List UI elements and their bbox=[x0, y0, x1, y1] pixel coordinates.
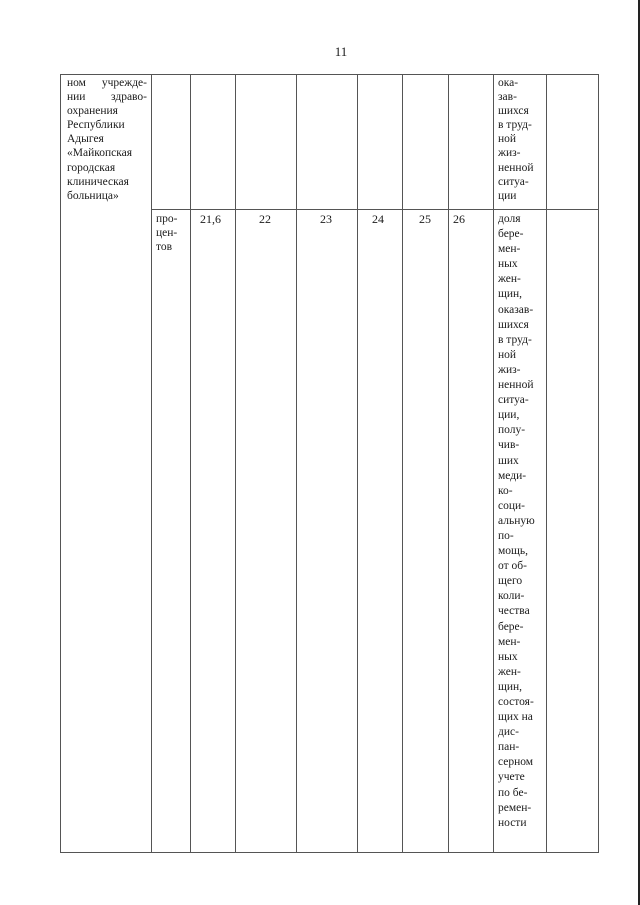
text-line: ции bbox=[498, 189, 517, 202]
text-line: ремен- bbox=[498, 801, 532, 814]
text-line: мощь, bbox=[498, 545, 529, 558]
text-line: серном bbox=[498, 756, 534, 769]
text-line: учете bbox=[498, 771, 525, 784]
text-line: Адыгея bbox=[67, 133, 104, 146]
table-border-left bbox=[60, 74, 61, 853]
text-line: доля bbox=[498, 213, 521, 225]
column-divider bbox=[546, 74, 547, 853]
text-line: дис- bbox=[498, 726, 519, 739]
unit-cell bbox=[156, 212, 188, 254]
table-border-top bbox=[60, 74, 599, 75]
text-line: цен- bbox=[156, 227, 178, 240]
text-line: шихся bbox=[498, 105, 529, 118]
text-line: ных bbox=[498, 258, 518, 271]
text-line: ции, bbox=[498, 409, 520, 422]
text-line: чества bbox=[498, 605, 530, 618]
text-line: мен- bbox=[498, 243, 521, 256]
page-number: 11 bbox=[334, 44, 348, 59]
value-cell: 21,6 bbox=[200, 212, 221, 226]
text-line: больница» bbox=[67, 189, 119, 202]
column-divider bbox=[235, 74, 236, 853]
text-line: ных bbox=[498, 650, 518, 663]
text-line: щин, bbox=[498, 288, 523, 301]
text-line: коли- bbox=[498, 590, 525, 603]
column-divider bbox=[151, 74, 152, 853]
text-line: ненной bbox=[498, 379, 534, 392]
value-cell: 22 bbox=[259, 212, 271, 226]
institution-name-cell bbox=[67, 76, 147, 203]
text-line: щих на bbox=[498, 711, 533, 724]
text-line: жен- bbox=[498, 273, 521, 286]
text-line: мен- bbox=[498, 635, 521, 648]
text-line: по бе- bbox=[498, 786, 528, 799]
text-line: ной bbox=[498, 133, 517, 146]
column-divider bbox=[402, 74, 403, 853]
text-line: ших bbox=[498, 454, 519, 467]
value-cell: 26 bbox=[453, 212, 465, 226]
column-divider bbox=[296, 74, 297, 853]
text-line: пан- bbox=[498, 741, 520, 754]
text-line: жен- bbox=[498, 665, 521, 678]
table-border-right bbox=[598, 74, 599, 853]
text-line: щин, bbox=[498, 680, 523, 693]
column-divider bbox=[190, 74, 191, 853]
text-line: зав- bbox=[498, 91, 517, 104]
text-line: полу- bbox=[498, 424, 526, 437]
text-line: ко- bbox=[498, 484, 513, 497]
text-line: шихся bbox=[498, 318, 529, 331]
text-line: про- bbox=[156, 213, 178, 225]
table-border-bottom bbox=[60, 852, 599, 853]
text-line: нии здраво- bbox=[67, 91, 147, 104]
text-line: охранения bbox=[67, 105, 118, 118]
text-line: ном учрежде- bbox=[67, 77, 147, 89]
value-cell: 25 bbox=[419, 212, 431, 226]
value-cell: 24 bbox=[372, 212, 384, 226]
text-line: жиз- bbox=[498, 363, 521, 376]
text-line: ока- bbox=[498, 77, 519, 89]
text-line: жиз- bbox=[498, 147, 521, 160]
text-line: «Майкопская bbox=[67, 147, 133, 160]
text-line: щего bbox=[498, 575, 523, 588]
row-divider bbox=[151, 209, 599, 210]
text-line: бере- bbox=[498, 620, 524, 633]
text-line: от об- bbox=[498, 560, 527, 573]
text-line: в труд- bbox=[498, 119, 532, 132]
text-line: альную bbox=[498, 514, 535, 527]
text-line: чив- bbox=[498, 439, 520, 452]
indicator-cell-row1 bbox=[498, 76, 544, 203]
indicator-cell-row2 bbox=[498, 212, 544, 831]
text-line: ситуа- bbox=[498, 394, 529, 407]
text-line: ной bbox=[498, 348, 517, 361]
column-divider bbox=[448, 74, 449, 853]
text-line: по- bbox=[498, 529, 514, 542]
text-line: оказав- bbox=[498, 303, 534, 316]
column-divider bbox=[493, 74, 494, 853]
value-cell: 23 bbox=[320, 212, 332, 226]
text-line: Республики bbox=[67, 119, 125, 132]
column-divider bbox=[357, 74, 358, 853]
text-line: соци- bbox=[498, 499, 525, 512]
text-line: городская bbox=[67, 161, 116, 174]
text-line: ненной bbox=[498, 161, 534, 174]
text-line: меди- bbox=[498, 469, 527, 482]
text-line: ситуа- bbox=[498, 175, 529, 188]
text-line: клиническая bbox=[67, 175, 129, 188]
text-line: тов bbox=[156, 241, 173, 254]
text-line: в труд- bbox=[498, 333, 532, 346]
text-line: ности bbox=[498, 816, 527, 829]
text-line: состоя- bbox=[498, 696, 534, 708]
text-line: бере- bbox=[498, 228, 524, 241]
